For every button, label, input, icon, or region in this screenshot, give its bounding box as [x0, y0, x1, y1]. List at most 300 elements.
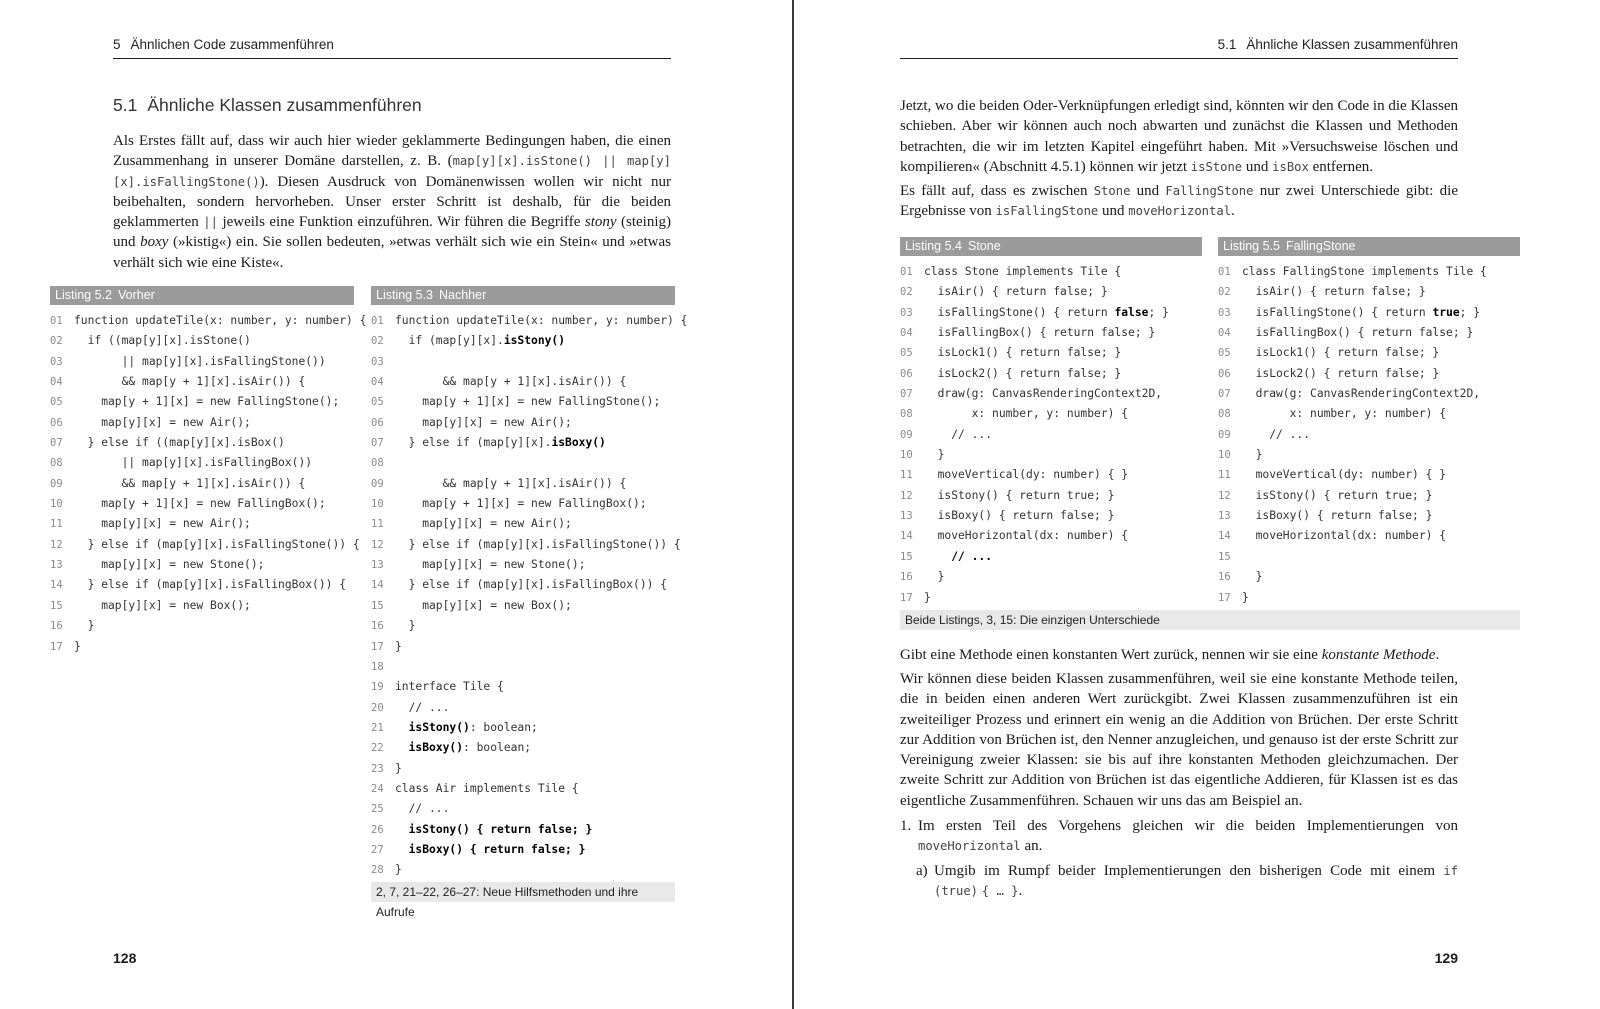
code-text: isLock1() { return false; }: [1242, 346, 1440, 360]
code-text: : boolean;: [469, 720, 538, 734]
line-number: 06: [900, 367, 913, 380]
code-line: [371, 860, 675, 880]
listing-title: Stone: [967, 239, 1001, 253]
code-line: [371, 820, 675, 840]
code-text: map[y][x] = new Stone();: [395, 558, 586, 572]
line-number: 09: [371, 477, 384, 490]
line-number: 03: [1218, 306, 1231, 319]
code-line: [900, 364, 1202, 384]
line-number: 13: [900, 510, 913, 523]
line-number: 11: [900, 469, 913, 482]
code-text: }: [74, 619, 95, 633]
line-number: 11: [50, 518, 63, 531]
section-heading: [113, 95, 422, 116]
line-number: 23: [371, 762, 384, 775]
code-text: : boolean;: [463, 741, 532, 755]
code-text: isLock2() { return false; }: [924, 366, 1122, 380]
code-highlight: isStony(): [503, 334, 566, 348]
code-text: && map[y + 1][x].isAir()) {: [74, 476, 306, 490]
code-text: isFallingBox() { return false; }: [1242, 326, 1474, 340]
right-page: [794, 0, 1600, 1009]
code-text: // ...: [395, 802, 450, 816]
running-head-left: [113, 37, 671, 59]
code-line: [371, 575, 675, 595]
code-text: }: [395, 761, 402, 775]
code-line: [900, 588, 1202, 608]
listing-header: [50, 286, 354, 305]
code-text: && map[y + 1][x].isAir()) {: [395, 375, 627, 389]
code-line: [371, 738, 675, 758]
code-line: [371, 372, 675, 392]
text-run: und: [1130, 183, 1166, 199]
code-line: [50, 474, 354, 494]
line-number: 14: [371, 579, 384, 592]
listing-caption: 2, 7, 21–22, 26–27: Neue Hilfsmethoden und ihre Aufrufe: [371, 882, 675, 902]
line-number: 15: [50, 599, 63, 612]
text-run: .: [1018, 882, 1023, 899]
inline-code: map[y][x].isStone() || map[y][x].isFallingStone(): [113, 154, 671, 189]
code-text: }: [74, 639, 81, 653]
line-number: 12: [1218, 489, 1231, 502]
body-paragraph: [900, 645, 1458, 665]
code-line: [900, 282, 1202, 302]
code-text: && map[y + 1][x].isAir()) {: [74, 375, 306, 389]
text-run: Als Erstes fällt auf, dass wir auch hier wieder geklammerte Bedingungen haben, die einen Zusammenhang in unserer Domäne darstellen, z. B. (: [113, 133, 671, 170]
code-text: isFallingStone() { return: [1242, 305, 1433, 319]
code-text: function updateTile(x: number, y: number) {: [74, 314, 367, 327]
code-line: [1218, 343, 1520, 363]
code-line: [50, 392, 354, 412]
code-text: // ...: [1242, 427, 1311, 441]
code-line: [50, 575, 354, 595]
code-line: [50, 372, 354, 392]
listing-label: Listing 5.3: [376, 288, 433, 302]
code-text: } else if (map[y][x].isFallingStone()) {: [74, 537, 360, 551]
code-block: [50, 311, 367, 657]
line-number: 03: [50, 355, 63, 368]
line-number: 17: [900, 591, 913, 604]
numbered-list: [900, 816, 1458, 901]
code-text: class Air implements Tile {: [395, 781, 579, 795]
line-number: 16: [371, 620, 384, 633]
code-text: map[y + 1][x] = new FallingStone();: [74, 395, 340, 409]
code-line: [900, 486, 1202, 506]
code-line: [371, 392, 675, 412]
code-text: isAir() { return false; }: [1242, 285, 1426, 299]
section-number: 5.1: [1217, 37, 1237, 52]
line-number: 08: [50, 457, 63, 470]
code-text: }: [1242, 590, 1249, 604]
listing-title: FallingStone: [1285, 239, 1356, 253]
chapter-number: 5: [113, 37, 121, 52]
text-run: jeweils eine Funktion einzuführen. Wir führen die Begriffe: [217, 214, 585, 231]
inline-code: if (true): [934, 863, 1458, 898]
section-number: 5.1: [113, 95, 138, 115]
code-line: [1218, 486, 1520, 506]
line-number: 09: [50, 477, 63, 490]
code-text: x: number, y: number) {: [924, 407, 1129, 421]
emphasis-term: stony: [584, 214, 617, 231]
code-line: [371, 535, 681, 555]
code-text: }: [924, 448, 945, 462]
code-line: [371, 840, 675, 860]
list-subitem: [900, 861, 1458, 902]
listing-5-3: [371, 286, 688, 919]
text-run: und: [1242, 158, 1273, 175]
code-text: }: [1242, 448, 1263, 462]
text-run: Gibt eine Methode einen konstanten Wert zurück, nennen wir sie eine: [900, 647, 1322, 663]
line-number: 12: [371, 538, 384, 551]
body-paragraph: [900, 181, 1458, 222]
line-number: 01: [900, 266, 913, 278]
code-text: }: [395, 639, 402, 653]
code-text: || map[y][x].isFallingBox()): [74, 456, 313, 470]
code-line: [1218, 282, 1520, 302]
code-line: [371, 433, 675, 453]
line-number: 21: [371, 721, 384, 734]
code-block: [371, 311, 688, 881]
list-marker: a): [916, 862, 928, 879]
emphasis-term: konstante Methode: [1321, 647, 1436, 663]
code-text: }: [924, 590, 931, 604]
code-line: [1218, 526, 1520, 546]
line-number: 17: [1218, 591, 1231, 604]
code-line: [371, 779, 675, 799]
code-line: [1218, 425, 1520, 445]
line-number: 04: [900, 327, 913, 340]
line-number: 18: [371, 660, 384, 673]
code-line: [1218, 547, 1520, 567]
line-number: 05: [50, 396, 63, 409]
line-number: 12: [900, 489, 913, 502]
line-number: 02: [900, 286, 913, 299]
code-line: [371, 799, 675, 819]
listing-label: Listing 5.5: [1223, 239, 1280, 253]
code-text: [395, 843, 409, 856]
inline-code: { … }: [981, 883, 1019, 898]
listing-header: [1218, 237, 1520, 256]
text-run: Jetzt, wo die beiden Oder-Verknüpfungen erledigt sind, könnten wir den Code in die Klassen schieben. Aber wir können auch noch abwarten und zunächst die Klassen und Methoden betrachten, die wir im letzten Kapitel eingeführt haben. Mit »Versuchsweise löschen und kompilieren« (Abschnitt 4.5.1) können wir jetzt: [900, 98, 1458, 175]
line-number: 06: [50, 416, 63, 429]
code-line: [371, 698, 675, 718]
code-line: [50, 514, 354, 534]
line-number: 19: [371, 681, 384, 694]
line-number: 09: [900, 428, 913, 441]
code-line: [1218, 465, 1520, 485]
code-line: [371, 453, 675, 473]
code-line: [371, 413, 675, 433]
line-number: 22: [371, 742, 384, 755]
text-run: (»kistig«) ein. Sie sollen bedeuten, »etwas verhält sich wie ein Stein« und »etwas verhält sich wie eine Kiste«.: [113, 234, 672, 271]
code-line: [1218, 588, 1520, 608]
listing-title: Nachher: [438, 288, 487, 302]
code-line: [900, 323, 1202, 343]
code-text: class Stone implements Tile {: [924, 265, 1122, 278]
code-text: && map[y + 1][x].isAir()) {: [395, 476, 627, 490]
code-text: isStony() { return true; }: [1242, 488, 1433, 502]
code-line: [1218, 506, 1520, 526]
line-number: 16: [1218, 571, 1231, 584]
emphasis-term: boxy: [140, 234, 169, 251]
code-text: map[y + 1][x] = new FallingStone();: [395, 395, 661, 409]
code-line: [900, 262, 1202, 282]
code-line: [50, 311, 367, 331]
line-number: 12: [50, 538, 63, 551]
code-text: map[y][x] = new Box();: [74, 598, 251, 612]
code-text: [395, 741, 409, 754]
text-run: Es fällt auf, dass es zwischen: [900, 183, 1094, 199]
inline-code: Stone: [1093, 184, 1131, 198]
line-number: 03: [371, 355, 384, 368]
code-line: [1218, 567, 1520, 587]
code-line: [50, 433, 354, 453]
code-text: map[y][x] = new Air();: [395, 415, 572, 429]
code-text: ; }: [1148, 305, 1169, 319]
code-text: isBoxy() { return false; }: [924, 509, 1115, 523]
code-line: [900, 384, 1202, 404]
code-line: [50, 616, 354, 636]
inline-code: moveHorizontal: [1128, 204, 1232, 219]
listing-title: Vorher: [117, 288, 155, 302]
code-line: [1218, 364, 1520, 384]
code-text: moveVertical(dy: number) { }: [1242, 468, 1447, 482]
line-number: 07: [1218, 388, 1231, 401]
line-number: 04: [50, 376, 63, 389]
list-marker: 1.: [900, 818, 912, 834]
code-line: [371, 596, 675, 616]
line-number: 04: [1218, 327, 1231, 340]
code-text: if (map[y][x].: [395, 334, 504, 348]
code-text: } else if (map[y][x].isFallingBox()) {: [74, 578, 347, 592]
code-text: isFallingBox() { return false; }: [924, 326, 1156, 340]
line-number: 07: [900, 388, 913, 401]
code-highlight: // ...: [951, 549, 993, 563]
line-number: 07: [50, 437, 63, 450]
code-line: [1218, 384, 1520, 404]
code-line: [900, 526, 1202, 546]
line-number: 14: [900, 530, 913, 543]
line-number: 13: [1218, 510, 1231, 523]
text-run: Umgib im Rumpf beider Implementierungen den bisherigen Code mit einem: [934, 862, 1444, 879]
code-line: [371, 514, 675, 534]
page-number-left: 128: [113, 950, 137, 966]
code-line: [900, 343, 1202, 363]
line-number: 14: [1218, 530, 1231, 543]
listing-header: [900, 237, 1202, 256]
code-line: [1218, 262, 1520, 282]
code-line: [371, 718, 675, 738]
line-number: 14: [50, 579, 63, 592]
text-run: (steinig) und: [113, 214, 672, 251]
line-number: 17: [371, 640, 384, 653]
code-line: [371, 555, 675, 575]
line-number: 24: [371, 782, 384, 795]
line-number: 01: [1218, 266, 1231, 278]
code-text: }: [1242, 570, 1263, 584]
code-line: [50, 637, 354, 657]
code-line: [1218, 323, 1520, 343]
code-line: [900, 425, 1202, 445]
listing-5-5: [1218, 237, 1520, 608]
code-highlight: isStony() { return false; }: [408, 822, 593, 836]
line-number: 08: [1218, 408, 1231, 421]
code-text: }: [395, 863, 402, 877]
code-line: [50, 453, 354, 473]
code-line: [371, 677, 675, 697]
code-line: [1218, 303, 1520, 323]
line-number: 08: [900, 408, 913, 421]
chapter-title: Ähnlichen Code zusammenführen: [130, 37, 334, 52]
code-line: [1218, 404, 1520, 424]
listing-header: [371, 286, 675, 305]
text-run: und: [1098, 203, 1129, 220]
code-text: } else if (map[y][x].: [395, 436, 552, 450]
inline-code: isBox: [1272, 159, 1309, 174]
inline-code: ||: [203, 215, 218, 230]
code-line: [50, 596, 354, 616]
code-highlight: isBoxy(): [408, 741, 464, 755]
text-run: nur zwei Unterschiede gibt: die Ergebnisse von: [900, 183, 1459, 220]
code-text: if ((map[y][x].isStone(): [74, 334, 251, 348]
section-title: Ähnliche Klassen zusammenführen: [147, 95, 422, 115]
code-highlight: isStony(): [408, 720, 470, 734]
line-number: 10: [900, 449, 913, 462]
code-text: interface Tile {: [395, 680, 504, 694]
line-number: 10: [1218, 449, 1231, 462]
line-number: 05: [371, 396, 384, 409]
text-run: .: [1435, 647, 1440, 663]
code-line: [371, 494, 675, 514]
line-number: 20: [371, 701, 384, 714]
code-text: // ...: [395, 700, 450, 714]
left-page: [0, 0, 792, 1009]
line-number: 10: [50, 498, 63, 511]
listing-5-4: [900, 237, 1202, 608]
code-line: [371, 331, 675, 351]
code-line: [900, 506, 1202, 526]
line-number: 02: [371, 335, 384, 348]
code-text: function updateTile(x: number, y: number) {: [395, 314, 688, 327]
code-line: [371, 759, 675, 779]
line-number: 06: [371, 416, 384, 429]
listing-5-2: [50, 286, 367, 657]
listing-label: Listing 5.4: [905, 239, 962, 253]
code-text: moveVertical(dy: number) { }: [924, 468, 1129, 482]
code-text: }: [924, 570, 945, 584]
line-number: 08: [371, 457, 384, 470]
code-line: [900, 465, 1202, 485]
code-text: isLock1() { return false; }: [924, 346, 1122, 360]
text-run: ). Diesen Ausdruck von Domänenwissen wollen wir nicht nur beibehalten, sondern hervorheben. Unser erster Schritt ist deshalb, für die beiden geklammerten: [113, 173, 671, 231]
code-text: // ...: [924, 427, 993, 441]
line-number: 11: [371, 518, 384, 531]
listing-caption: Beide Listings, 3, 15: Die einzigen Unterschiede: [900, 610, 1520, 630]
line-number: 04: [371, 376, 384, 389]
code-line: [50, 494, 354, 514]
code-text: map[y + 1][x] = new FallingBox();: [395, 497, 647, 511]
inline-code: moveHorizontal: [918, 839, 1021, 854]
code-line: [50, 331, 354, 351]
listing-label: Listing 5.2: [55, 288, 112, 302]
code-text: [395, 721, 409, 734]
line-number: 05: [900, 347, 913, 360]
code-block: [900, 262, 1202, 608]
list-item: [900, 816, 1458, 857]
code-text: draw(g: CanvasRenderingContext2D,: [924, 387, 1163, 401]
code-text: [924, 550, 951, 563]
line-number: 05: [1218, 347, 1231, 360]
code-line: [900, 445, 1202, 465]
line-number: 15: [371, 599, 384, 612]
code-text: moveHorizontal(dx: number) {: [924, 529, 1129, 543]
text-run: an.: [1020, 838, 1043, 855]
body-paragraph: Wir können diese beiden Klassen zusammenführen, weil sie eine konstante Methode teilen, die in beiden einen anderen Wert zurückgibt. Zwei Klassen zusammenzuführen ist ein zweiteiliger Prozess und erinnert ein wenig an die Addition von Brüchen. Der erste Schritt zur Addition von Brüchen ist, den Nenner anzugleichen, und genauso ist der erste Schritt zur Vereinigung zweier Klassen: sie bis auf ihre konstanten Methoden gleichzumachen. Der zweite Schritt zur Addition von Brüchen ist das eigentliche Addieren, für Klassen ist es das eigentliche Zusammenführen. Schauen wir uns das am Beispiel an.: [900, 671, 1458, 809]
code-text: map[y + 1][x] = new FallingBox();: [74, 497, 326, 511]
code-highlight: true: [1432, 305, 1460, 319]
code-text: } else if (map[y][x].isFallingStone()) {: [395, 537, 681, 551]
code-text: }: [395, 619, 416, 633]
code-line: [900, 404, 1202, 424]
code-text: ; }: [1459, 305, 1481, 319]
code-text: map[y][x] = new Air();: [395, 517, 572, 531]
line-number: 13: [371, 559, 384, 572]
code-text: isStony() { return true; }: [924, 488, 1115, 502]
text-run: Im ersten Teil des Vorgehens gleichen wir die beiden Implementierungen von: [918, 818, 1458, 834]
code-highlight: isBoxy(): [551, 436, 606, 450]
code-text: draw(g: CanvasRenderingContext2D,: [1242, 387, 1481, 401]
line-number: 26: [371, 823, 384, 836]
line-number: 25: [371, 803, 384, 816]
line-number: 01: [371, 315, 384, 327]
line-number: 17: [50, 640, 63, 653]
line-number: 09: [1218, 428, 1231, 441]
code-text: map[y][x] = new Air();: [74, 517, 251, 531]
code-text: map[y][x] = new Air();: [74, 415, 251, 429]
code-line: [371, 616, 675, 636]
intro-paragraph: [900, 96, 1458, 177]
code-text: isFallingStone() { return: [924, 305, 1115, 319]
text-run: .: [1231, 203, 1235, 220]
code-text: } else if ((map[y][x].isBox(): [74, 436, 285, 450]
line-number: 28: [371, 864, 384, 877]
code-text: isBoxy() { return false; }: [1242, 509, 1433, 523]
line-number: 03: [900, 306, 913, 319]
code-line: [371, 637, 675, 657]
inline-code: isFallingStone: [995, 204, 1099, 219]
line-number: 01: [50, 315, 63, 327]
code-line: [50, 555, 354, 575]
inline-code: FallingStone: [1165, 184, 1254, 198]
line-number: 11: [1218, 469, 1231, 482]
line-number: 16: [50, 620, 63, 633]
code-line: [1218, 445, 1520, 465]
code-text: isLock2() { return false; }: [1242, 366, 1440, 380]
code-highlight: isBoxy() { return false; }: [408, 842, 586, 856]
code-text: class FallingStone implements Tile {: [1242, 265, 1487, 278]
code-text: isAir() { return false; }: [924, 285, 1108, 299]
code-line: [900, 303, 1202, 323]
code-line: [900, 547, 1202, 567]
line-number: 13: [50, 559, 63, 572]
line-number: 15: [900, 550, 913, 563]
code-line: [371, 657, 675, 677]
code-text: x: number, y: number) {: [1242, 407, 1447, 421]
code-text: } else if (map[y][x].isFallingBox()) {: [395, 578, 668, 592]
line-number: 02: [1218, 286, 1231, 299]
line-number: 16: [900, 571, 913, 584]
code-block: [1218, 262, 1520, 608]
line-number: 15: [1218, 550, 1231, 563]
